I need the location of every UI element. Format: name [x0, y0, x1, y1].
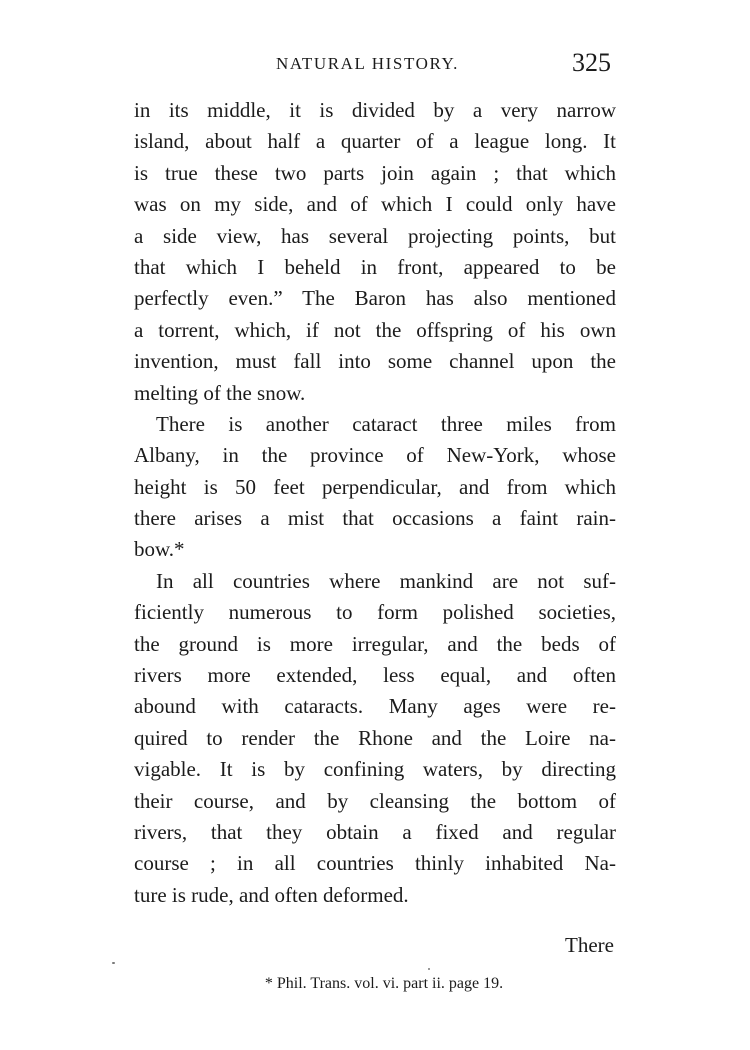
paragraph-first-line: In all countries where mankind are not suf-	[156, 568, 616, 593]
body-text	[134, 95, 616, 911]
paper-speck	[428, 968, 430, 970]
text-line: height is 50 feet perpendicular, and from which	[134, 474, 616, 499]
text-line: invention, must fall into some channel upon the	[134, 349, 616, 374]
footnote	[0, 975, 750, 993]
text-line: abound with cataracts. Many ages were re-	[134, 694, 616, 719]
text-line: is true these two parts join again ; that which	[134, 160, 616, 185]
text-line: was on my side, and of which I could only have	[134, 192, 616, 217]
paragraph-last-line: bow.*	[134, 537, 185, 562]
text-line: rivers more extended, less equal, and often	[134, 663, 616, 688]
text-line: a side view, has several projecting points, but	[134, 223, 616, 248]
text-line: the ground is more irregular, and the beds of	[134, 631, 616, 656]
text-line: vigable. It is by confining waters, by directing	[134, 757, 616, 782]
text-line: perfectly even.” The Baron has also mentioned	[134, 286, 616, 311]
text-line: a torrent, which, if not the offspring of his own	[134, 317, 616, 342]
text-line: in its middle, it is divided by a very narrow	[134, 98, 616, 122]
text-line: rivers, that they obtain a fixed and regular	[134, 819, 616, 844]
text-line: quired to render the Rhone and the Loire na-	[134, 725, 616, 750]
text-line: their course, and by cleansing the bottom of	[134, 788, 616, 813]
running-title: NATURAL HISTORY.	[276, 54, 460, 73]
paper-speck	[112, 962, 115, 964]
text-line: Albany, in the province of New-York, whose	[134, 443, 616, 468]
catchword: There	[565, 933, 614, 957]
running-head	[0, 48, 750, 82]
text-line: island, about half a quarter of a league long. It	[134, 129, 616, 154]
paragraph-last-line: melting of the snow.	[134, 380, 306, 405]
text-line: ficiently numerous to form polished societies,	[134, 600, 616, 625]
paragraph-first-line: There is another cataract three miles from	[156, 411, 616, 436]
page-number: 325	[572, 48, 611, 77]
text-line: that which I beheld in front, appeared to be	[134, 254, 616, 279]
text-line: there arises a mist that occasions a faint rain-	[134, 506, 616, 531]
footnote-text: * Phil. Trans. vol. vi. part ii. page 19.	[264, 975, 504, 992]
paragraph-last-line: ture is rude, and often deformed.	[134, 882, 409, 907]
text-line: course ; in all countries thinly inhabited Na-	[134, 851, 616, 876]
